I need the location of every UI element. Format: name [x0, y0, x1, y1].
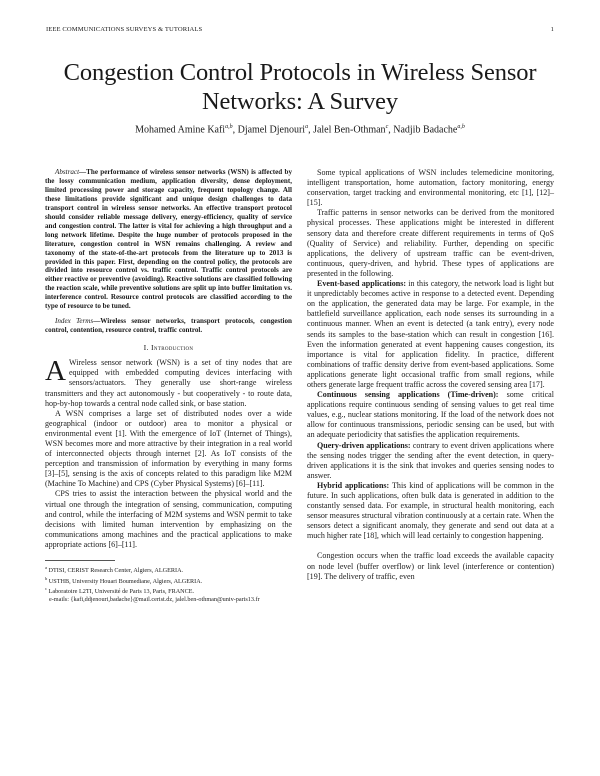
- body-paragraph: Some typical applications of WSN includes telemedicine monitoring, intelligent transportation, home automation, factory monitoring, energy conservation, target tracking and environmental monitoring, etc [1], [12]–[15].: [307, 168, 554, 208]
- footnote-divider: [45, 560, 115, 561]
- author-name: Jalel Ben-Othman: [313, 124, 386, 136]
- paragraph-heading: Query-driven applications:: [317, 440, 411, 450]
- journal-name: IEEE COMMUNICATIONS SURVEYS & TUTORIALS: [46, 26, 203, 33]
- author-name: Mohamed Amine Kafi: [135, 124, 226, 136]
- paragraph-heading: Continuous sensing applications (Time-driven):: [317, 390, 499, 400]
- intro-paragraph: [45, 355, 292, 408]
- author-affiliation: a: [305, 124, 309, 130]
- paper-title: Congestion Control Protocols in Wireless Sensor Networks: A Survey: [63, 59, 537, 115]
- index-terms-lead: Index Terms: [55, 317, 94, 326]
- author-affiliation: a,b: [225, 124, 233, 130]
- footnote: [45, 585, 292, 596]
- abstract-text: —The performance of wireless sensor networks (WSN) is affected by the lossy communication medium, application diversity, dense deployment, limited processing power and storage capacity, frequent topology change. All these limitations provide significant and unique design challenges to data transport control in wireless sensor networks. An effective transport protocol should consider reliable message delivery, energy-efficiency, quality of service and congestion control. The latter is vital for achieving a high throughput and a long network lifetime. Despite the huge number of protocols proposed in the literature, congestion control in WSN remains challenging. A review and taxonomy of the state-of-the-art protocols from the literature up to 2013 is provided in this paper. First, depending on the control policy, the protocols are divided into resource control vs. traffic control. Traffic control protocols are either reactive or preventive (avoiding). Reactive solutions are classified following the reaction scale, while preventive solutions are split up into buffer limitation vs. interference control. Resource control protocols are classified according to the type of resource to be tuned.: [45, 168, 292, 311]
- body-paragraph: Traffic patterns in sensor networks can be derived from the monitored physical processes. These applications might be interested in different sensory data and therefore create different requirements in terms of QoS (Quality of Service) and reliability. Further, depending on specific applications, the delivery of upstream traffic can be event-driven, continuous, query-driven, and hybrid. These types of applications are presented in the following.: [307, 208, 554, 278]
- paragraph-heading: Event-based applications:: [317, 279, 407, 289]
- page-number: 1: [550, 26, 554, 33]
- footnote: [45, 575, 292, 586]
- left-column: [45, 168, 292, 604]
- intro-text: Wireless sensor network (WSN) is a set of tiny nodes that are equipped with embedded computing devices interfacing with sensors/actuators. They generally use short-range wireless transmitters and they act autonomously - but cooperatively - to route data, hop-by-hop towards a central node called sink, or base station.: [45, 358, 292, 408]
- footnote-text: USTHB, University Houari Boumediane, Algiers, ALGERIA.: [48, 577, 203, 585]
- author-list: Mohamed Amine Kafi$^{a,b}$, Djamel Djenouri$^a$, Jalel Ben-Othman$^c$, Nadjib Badache$^{a,b}$: [135, 124, 465, 136]
- footnote-mark: a: [45, 565, 47, 571]
- footnote: [45, 564, 292, 575]
- author-affiliation: a,b: [457, 124, 465, 130]
- index-terms: [45, 317, 292, 335]
- footnote-mark: c: [45, 586, 47, 592]
- body-paragraph: A WSN comprises a large set of distributed nodes over a wide geographical (indoor or outdoor) area to monitor a physical or environmental event [1]. With the emergence of IoT (Internet of Things), WSN becomes more and more attractive by their integration in a real world of interconnected objects through internet [2]. As IoT consists of the perception and transmission of information by everything in many forms [3]–[5], sensing is the axis of concepts related to this paradigm like M2M (Machine To Machine) and CPS (Cyber Physical Systems) [6]–[11].: [45, 408, 292, 489]
- footnote-text: Laboratoire L2TI, Université de Paris 13, Paris, FRANCE.: [48, 588, 195, 596]
- abstract: [45, 168, 292, 311]
- drop-cap: A: [45, 355, 66, 388]
- footnote-text: DTISI, CERIST Research Center, Algiers, ALGERIA.: [48, 567, 184, 575]
- body-paragraph: [307, 481, 554, 542]
- author-name: Nadjib Badache: [393, 124, 458, 136]
- body-paragraph: [307, 279, 554, 390]
- body-paragraph: [307, 390, 554, 440]
- author-name: Djamel Djenouri: [237, 124, 306, 136]
- author-affiliation: c: [385, 124, 389, 130]
- paragraph-text: This kind of applications will be common in the future. In such applications, often bulk data is generated in addition to the constantly sensed data. For example, in structural health monitoring, each sensor measures structural vibration continuously at a certain rate. When the sensors detect a significant anomaly, they generate and send out data at a much higher rate [18], which will lead certainly to congestion happening.: [307, 480, 554, 541]
- footnote-emails: e-mails: {kafi,ddjenouri,badache}@mail.cerist.dz, jalel.ben-othman@univ-paris13.fr: [49, 596, 260, 603]
- paragraph-text: some critical applications require continuous sending of sensing values to get real time values, e.g., nuclear stations monitoring. If the load of the network does not allow for continuous transmissions, periodic sensing can be used, but with an adequate periodicity that satisfies the application requirements.: [307, 390, 554, 440]
- section-heading-introduction: I. Introduction: [143, 343, 194, 353]
- paragraph-text: contrary to event driven applications where the sensing nodes trigger the sending after the event detection, in query-driven applications it is the sink that invokes and queries sensing nodes to answer.: [307, 440, 554, 480]
- body-paragraph: Congestion occurs when the traffic load exceeds the available capacity on node level (buffer overflow) or link level (interference or contention) [19]. The delivery of traffic, even: [307, 551, 554, 581]
- abstract-lead: Abstract: [55, 168, 80, 176]
- right-column: [307, 168, 554, 582]
- index-terms-text: —Wireless sensor networks, transport protocols, congestion control, contention, resource control, traffic control.: [45, 317, 292, 335]
- paragraph-text: in this category, the network load is light but it unpredictably becomes active in response to a detected event. Depending on the application, the generated data may be large. For example, in the battlefield surveillance application, each node senses its surrounding in a continuous manner. When an event is detected (a tank entry), every node sends its samples to the base-station which can result in congestion [16]. Even the information generated at event happening causes congestion, its importance is vital for application fidelity. In practice, different combinations of traffic density derive from event-based applications. Some applications generate light occasional traffic from small regions, while others generate large frequent traffic across the covered sensing area [17].: [307, 279, 554, 389]
- paragraph-heading: Hybrid applications:: [317, 480, 390, 490]
- body-paragraph: [307, 441, 554, 481]
- footnote-mark: b: [45, 575, 48, 581]
- running-header: [46, 26, 554, 36]
- body-paragraph: CPS tries to assist the interaction between the physical world and the virtual one through the integration of sensing, communication, computing and control, while the interfacing of M2M systems and WSN permit to take decisions with limited human intervention by emphasizing on the communications among machines and the practical applications to make appropriate actions [6]–[11].: [45, 489, 292, 549]
